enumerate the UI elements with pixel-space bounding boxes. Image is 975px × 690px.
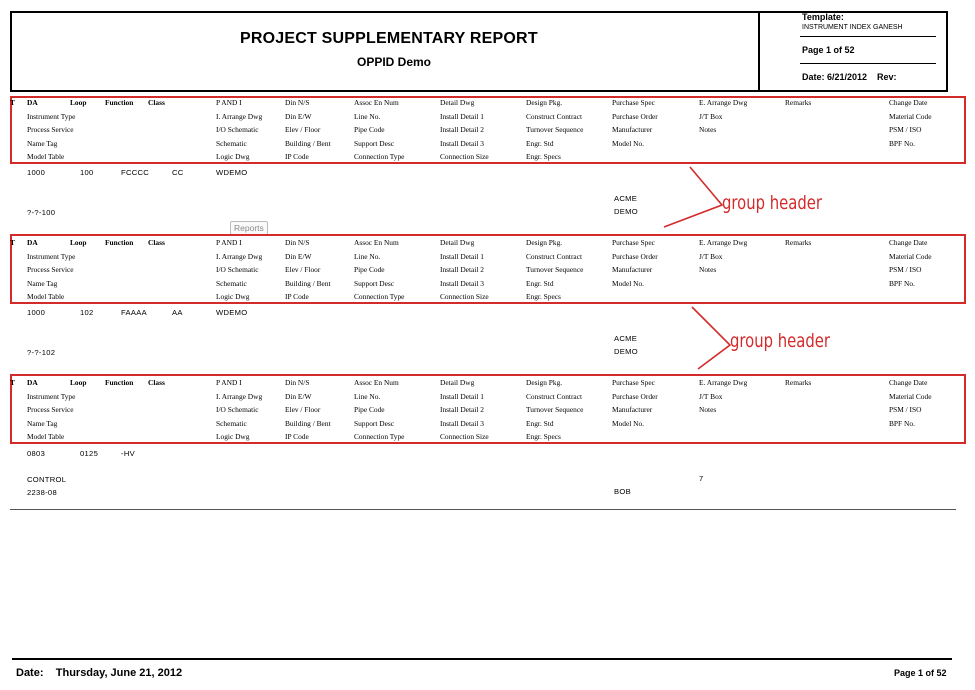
gh-install-detail-3: Install Detail 3 (440, 418, 484, 428)
gh-install-detail-1: Install Detail 1 (440, 391, 484, 401)
gh-install-detail-1: Install Detail 1 (440, 111, 484, 121)
gh-jt-box: J/T Box (699, 111, 723, 121)
gh-install-detail-2: Install Detail 2 (440, 265, 484, 274)
gh-detail-dwg: Detail Dwg (440, 378, 475, 387)
group-header (0, 96, 975, 164)
section-divider (10, 509, 956, 510)
gh-bpf-no: BPF No. (889, 418, 915, 428)
date-rev-info: Date: 6/21/2012 Rev: (802, 72, 897, 82)
cell-function: -HV (121, 449, 135, 458)
gh-remarks: Remarks (785, 98, 812, 107)
cell-manufacturer: ACME (614, 194, 638, 203)
group-header (0, 236, 975, 304)
gh-change-date: Change Date (889, 98, 928, 107)
gh-line-no: Line No. (354, 251, 381, 261)
gh-name-tag: Name Tag (27, 418, 58, 428)
gh-psm-iso: PSM / ISO (889, 265, 922, 274)
gh-model-no: Model No. (612, 278, 645, 288)
cell-model-no: BOB (614, 487, 631, 496)
gh-bpf-no: BPF No. (889, 138, 915, 148)
gh-notes: Notes (699, 405, 717, 414)
gh-schematic: Schematic (216, 138, 247, 148)
gh-model-no: Model No. (612, 418, 645, 428)
gh-material-code: Material Code (889, 111, 932, 121)
gh-install-detail-2: Install Detail 2 (440, 125, 484, 134)
gh-building-bent: Building / Bent (285, 278, 331, 288)
gh-change-date: Change Date (889, 378, 928, 387)
gh-design-pkg: Design Pkg. (526, 238, 563, 247)
gh-assoc-en-num: Assoc En Num (354, 238, 399, 247)
gh-class: Class (148, 238, 165, 247)
gh-model-table: Model Table (27, 432, 65, 441)
footer-date (16, 667, 182, 679)
gh-jt-box: J/T Box (699, 391, 723, 401)
gh-e-arrange-dwg: E. Arrange Dwg (699, 378, 748, 387)
gh-process-service: Process Service (27, 125, 74, 134)
gh-pipe-code: Pipe Code (354, 125, 385, 134)
gh-ip-code: IP Code (285, 152, 309, 161)
gh-process-service: Process Service (27, 405, 74, 414)
report-subtitle: OPPID Demo (357, 55, 432, 69)
cell-pandi: WDEMO (216, 168, 248, 177)
gh-turnover-sequence: Turnover Sequence (526, 265, 584, 274)
gh-class: Class (148, 378, 165, 387)
gh-din-ew: Din E/W (285, 251, 312, 261)
gh-din-ns: Din N/S (285, 98, 310, 107)
cell-da: 1000 (27, 308, 46, 317)
gh-engr-specs: Engr. Specs (526, 432, 561, 441)
gh-engr-std: Engr. Std (526, 278, 554, 288)
gh-loop: Loop (70, 378, 87, 387)
gh-connection-type: Connection Type (354, 292, 405, 301)
cell-class: AA (172, 308, 183, 317)
cell-loop: 100 (80, 168, 94, 177)
cell-pandi: WDEMO (216, 308, 248, 317)
gh-elev-floor: Elev / Floor (285, 265, 321, 274)
gh-design-pkg: Design Pkg. (526, 378, 563, 387)
gh-support-desc: Support Desc (354, 138, 395, 148)
gh-i-arrange-dwg: I. Arrange Dwg (216, 391, 263, 401)
cell-jt-box: 7 (699, 474, 704, 483)
cell-model-no: DEMO (614, 207, 638, 216)
reports-tab[interactable]: Reports (230, 221, 268, 235)
gh-din-ns: Din N/S (285, 238, 310, 247)
gh-din-ew: Din E/W (285, 111, 312, 121)
gh-name-tag: Name Tag (27, 278, 58, 288)
gh-io-schematic: I/O Schematic (216, 125, 259, 134)
gh-connection-size: Connection Size (440, 152, 489, 161)
gh-material-code: Material Code (889, 391, 932, 401)
gh-construct-contract: Construct Contract (526, 111, 583, 121)
gh-model-table: Model Table (27, 152, 65, 161)
gh-e-arrange-dwg: E. Arrange Dwg (699, 98, 748, 107)
gh-function: Function (105, 238, 134, 247)
group-header (0, 376, 975, 444)
gh-io-schematic: I/O Schematic (216, 265, 259, 274)
gh-logic-dwg: Logic Dwg (216, 292, 250, 301)
page-divider (800, 63, 936, 64)
gh-change-date: Change Date (889, 238, 928, 247)
gh-loop: Loop (70, 98, 87, 107)
gh-construct-contract: Construct Contract (526, 251, 583, 261)
gh-material-code: Material Code (889, 251, 932, 261)
gh-support-desc: Support Desc (354, 418, 395, 428)
gh-i-arrange-dwg: I. Arrange Dwg (216, 111, 263, 121)
gh-detail-dwg: Detail Dwg (440, 98, 475, 107)
gh-function: Function (105, 98, 134, 107)
footer-date-label: Date: (16, 667, 44, 679)
gh-engr-std: Engr. Std (526, 138, 554, 148)
gh-turnover-sequence: Turnover Sequence (526, 125, 584, 134)
template-label: Template: (802, 12, 844, 22)
gh-notes: Notes (699, 125, 717, 134)
cell-process-service: CONTROL (27, 475, 67, 484)
gh-manufacturer: Manufacturer (612, 265, 653, 274)
gh-pandi: P AND I (216, 98, 242, 107)
gh-psm-iso: PSM / ISO (889, 405, 922, 414)
gh-din-ew: Din E/W (285, 391, 312, 401)
gh-din-ns: Din N/S (285, 378, 310, 387)
gh-purchase-order: Purchase Order (612, 111, 658, 121)
template-divider (800, 36, 936, 37)
gh-class: Class (148, 98, 165, 107)
gh-io-schematic: I/O Schematic (216, 405, 259, 414)
page-info: Page 1 of 52 (802, 45, 855, 55)
gh-t: T (10, 98, 15, 107)
gh-construct-contract: Construct Contract (526, 391, 583, 401)
gh-engr-std: Engr. Std (526, 418, 554, 428)
gh-connection-type: Connection Type (354, 152, 405, 161)
gh-support-desc: Support Desc (354, 278, 395, 288)
cell-da: 0803 (27, 449, 46, 458)
gh-schematic: Schematic (216, 278, 247, 288)
gh-building-bent: Building / Bent (285, 138, 331, 148)
annotation-label: group header (730, 330, 830, 352)
cell-name-tag: ?-?-100 (27, 208, 56, 217)
gh-psm-iso: PSM / ISO (889, 125, 922, 134)
gh-purchase-spec: Purchase Spec (612, 238, 655, 247)
gh-purchase-spec: Purchase Spec (612, 378, 655, 387)
gh-ip-code: IP Code (285, 292, 309, 301)
gh-pandi: P AND I (216, 238, 242, 247)
gh-design-pkg: Design Pkg. (526, 98, 563, 107)
gh-purchase-order: Purchase Order (612, 251, 658, 261)
gh-purchase-spec: Purchase Spec (612, 98, 655, 107)
gh-instrument-type: Instrument Type (27, 251, 76, 261)
gh-jt-box: J/T Box (699, 251, 723, 261)
gh-turnover-sequence: Turnover Sequence (526, 405, 584, 414)
gh-purchase-order: Purchase Order (612, 391, 658, 401)
gh-pipe-code: Pipe Code (354, 405, 385, 414)
cell-name-tag: 2238-08 (27, 488, 57, 497)
gh-bpf-no: BPF No. (889, 278, 915, 288)
footer-divider (12, 658, 952, 660)
gh-line-no: Line No. (354, 111, 381, 121)
cell-loop: 0125 (80, 449, 99, 458)
cell-name-tag: ?-?-102 (27, 348, 56, 357)
gh-model-no: Model No. (612, 138, 645, 148)
template-name: INSTRUMENT INDEX GANESH (802, 24, 903, 31)
gh-building-bent: Building / Bent (285, 418, 331, 428)
gh-connection-size: Connection Size (440, 432, 489, 441)
gh-da: DA (27, 238, 38, 247)
gh-loop: Loop (70, 238, 87, 247)
cell-loop: 102 (80, 308, 94, 317)
cell-manufacturer: ACME (614, 334, 638, 343)
footer-page-number: Page 1 of 52 (894, 668, 947, 678)
gh-logic-dwg: Logic Dwg (216, 152, 250, 161)
title-box-divider (758, 11, 760, 92)
gh-process-service: Process Service (27, 265, 74, 274)
cell-class: CC (172, 168, 184, 177)
gh-install-detail-2: Install Detail 2 (440, 405, 484, 414)
gh-manufacturer: Manufacturer (612, 125, 653, 134)
annotation-label: group header (722, 192, 822, 214)
cell-function: FAAAA (121, 308, 147, 317)
gh-t: T (10, 378, 15, 387)
gh-engr-specs: Engr. Specs (526, 152, 561, 161)
report-title: PROJECT SUPPLEMENTARY REPORT (240, 30, 538, 47)
gh-install-detail-3: Install Detail 3 (440, 278, 484, 288)
gh-i-arrange-dwg: I. Arrange Dwg (216, 251, 263, 261)
gh-model-table: Model Table (27, 292, 65, 301)
gh-line-no: Line No. (354, 391, 381, 401)
gh-schematic: Schematic (216, 418, 247, 428)
gh-remarks: Remarks (785, 378, 812, 387)
gh-manufacturer: Manufacturer (612, 405, 653, 414)
gh-notes: Notes (699, 265, 717, 274)
gh-detail-dwg: Detail Dwg (440, 238, 475, 247)
gh-instrument-type: Instrument Type (27, 111, 76, 121)
cell-function: FCCCC (121, 168, 150, 177)
gh-install-detail-3: Install Detail 3 (440, 138, 484, 148)
gh-pandi: P AND I (216, 378, 242, 387)
gh-function: Function (105, 378, 134, 387)
gh-assoc-en-num: Assoc En Num (354, 378, 399, 387)
gh-da: DA (27, 378, 38, 387)
gh-engr-specs: Engr. Specs (526, 292, 561, 301)
gh-remarks: Remarks (785, 238, 812, 247)
gh-elev-floor: Elev / Floor (285, 405, 321, 414)
gh-da: DA (27, 98, 38, 107)
gh-logic-dwg: Logic Dwg (216, 432, 250, 441)
annotation-arrow (650, 165, 730, 235)
gh-ip-code: IP Code (285, 432, 309, 441)
cell-da: 1000 (27, 168, 46, 177)
gh-e-arrange-dwg: E. Arrange Dwg (699, 238, 748, 247)
gh-pipe-code: Pipe Code (354, 265, 385, 274)
gh-assoc-en-num: Assoc En Num (354, 98, 399, 107)
gh-instrument-type: Instrument Type (27, 391, 76, 401)
gh-connection-type: Connection Type (354, 432, 405, 441)
gh-install-detail-1: Install Detail 1 (440, 251, 484, 261)
footer-date-value: Thursday, June 21, 2012 (55, 667, 183, 679)
gh-t: T (10, 238, 15, 247)
cell-model-no: DEMO (614, 347, 638, 356)
gh-name-tag: Name Tag (27, 138, 58, 148)
gh-connection-size: Connection Size (440, 292, 489, 301)
gh-elev-floor: Elev / Floor (285, 125, 321, 134)
